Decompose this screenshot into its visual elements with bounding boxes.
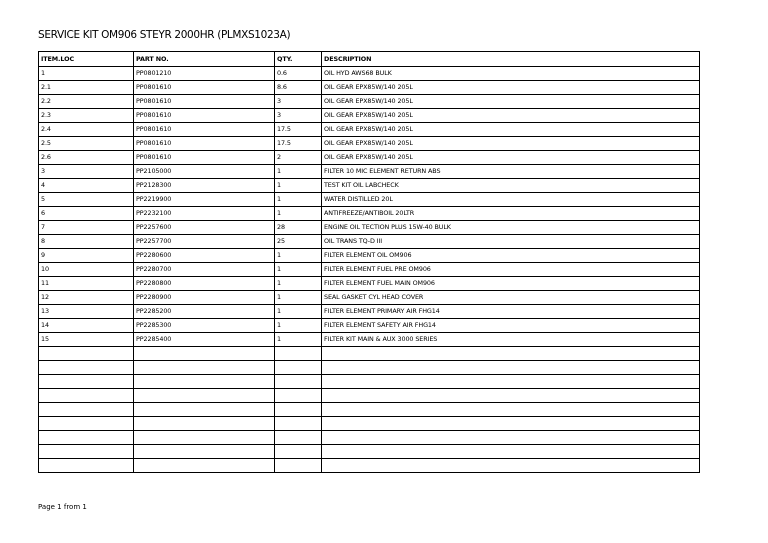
- service-kit-table: [38, 51, 700, 473]
- table-row: [39, 235, 700, 249]
- part-no-cell: PP2285300: [134, 319, 275, 333]
- description-cell: [322, 459, 700, 473]
- item-loc-cell: 4: [39, 179, 134, 193]
- table-row: [39, 179, 700, 193]
- part-no-cell: PP0801610: [134, 95, 275, 109]
- item-loc-cell: [39, 431, 134, 445]
- table-row: [39, 151, 700, 165]
- description-cell: [322, 431, 700, 445]
- description-cell: FILTER KIT MAIN & AUX 3000 SERIES: [322, 333, 700, 347]
- part-no-cell: PP0801610: [134, 109, 275, 123]
- item-loc-cell: 15: [39, 333, 134, 347]
- description-cell: OIL TRANS TQ-D III: [322, 235, 700, 249]
- qty-cell: 1: [275, 179, 322, 193]
- part-no-cell: PP0801210: [134, 67, 275, 81]
- part-no-cell: PP2285400: [134, 333, 275, 347]
- qty-cell: [275, 431, 322, 445]
- table-row: [39, 291, 700, 305]
- table-row: [39, 305, 700, 319]
- item-loc-cell: 3: [39, 165, 134, 179]
- table-row: [39, 109, 700, 123]
- description-cell: ANTIFREEZE/ANTIBOIL 20LTR: [322, 207, 700, 221]
- table-row: [39, 431, 700, 445]
- qty-cell: 1: [275, 277, 322, 291]
- description-cell: FILTER 10 MIC ELEMENT RETURN ABS: [322, 165, 700, 179]
- table-row: [39, 249, 700, 263]
- item-loc-cell: 11: [39, 277, 134, 291]
- part-no-cell: [134, 459, 275, 473]
- column-header-qty: QTY.: [275, 52, 322, 67]
- item-loc-cell: [39, 417, 134, 431]
- item-loc-cell: 7: [39, 221, 134, 235]
- table-row: [39, 459, 700, 473]
- part-no-cell: [134, 431, 275, 445]
- table-row: [39, 95, 700, 109]
- table-row: [39, 165, 700, 179]
- description-cell: WATER DISTILLED 20L: [322, 193, 700, 207]
- description-cell: FILTER ELEMENT PRIMARY AIR FHG14: [322, 305, 700, 319]
- table-row: [39, 123, 700, 137]
- qty-cell: 1: [275, 333, 322, 347]
- qty-cell: 1: [275, 305, 322, 319]
- qty-cell: 28: [275, 221, 322, 235]
- item-loc-cell: 2.3: [39, 109, 134, 123]
- qty-cell: [275, 375, 322, 389]
- table-row: [39, 221, 700, 235]
- table-header-row: [39, 52, 700, 67]
- description-cell: [322, 375, 700, 389]
- item-loc-cell: 2.2: [39, 95, 134, 109]
- part-no-cell: [134, 445, 275, 459]
- item-loc-cell: 2.4: [39, 123, 134, 137]
- column-header-part-no: PART NO.: [134, 52, 275, 67]
- description-cell: OIL GEAR EPX85W/140 205L: [322, 123, 700, 137]
- item-loc-cell: 5: [39, 193, 134, 207]
- part-no-cell: PP2257700: [134, 235, 275, 249]
- description-cell: OIL GEAR EPX85W/140 205L: [322, 151, 700, 165]
- item-loc-cell: [39, 403, 134, 417]
- table-row: [39, 81, 700, 95]
- description-cell: [322, 347, 700, 361]
- part-no-cell: [134, 347, 275, 361]
- part-no-cell: PP0801610: [134, 123, 275, 137]
- description-cell: [322, 389, 700, 403]
- part-no-cell: PP2280900: [134, 291, 275, 305]
- part-no-cell: [134, 417, 275, 431]
- description-cell: [322, 361, 700, 375]
- item-loc-cell: [39, 375, 134, 389]
- description-cell: OIL HYD AWS68 BULK: [322, 67, 700, 81]
- page-number: Page 1 from 1: [38, 503, 87, 511]
- part-no-cell: PP0801610: [134, 151, 275, 165]
- description-cell: SEAL GASKET CYL HEAD COVER: [322, 291, 700, 305]
- part-no-cell: PP2219900: [134, 193, 275, 207]
- part-no-cell: PP0801610: [134, 137, 275, 151]
- description-cell: [322, 417, 700, 431]
- part-no-cell: PP2128300: [134, 179, 275, 193]
- table-row: [39, 417, 700, 431]
- table-row: [39, 263, 700, 277]
- table-row: [39, 361, 700, 375]
- item-loc-cell: 1: [39, 67, 134, 81]
- table-row: [39, 207, 700, 221]
- table-row: [39, 403, 700, 417]
- qty-cell: [275, 417, 322, 431]
- description-cell: FILTER ELEMENT FUEL MAIN OM906: [322, 277, 700, 291]
- item-loc-cell: [39, 389, 134, 403]
- qty-cell: 3: [275, 95, 322, 109]
- description-cell: OIL GEAR EPX85W/140 205L: [322, 109, 700, 123]
- item-loc-cell: 10: [39, 263, 134, 277]
- item-loc-cell: 14: [39, 319, 134, 333]
- item-loc-cell: [39, 459, 134, 473]
- table-row: [39, 389, 700, 403]
- qty-cell: 3: [275, 109, 322, 123]
- part-no-cell: PP2257600: [134, 221, 275, 235]
- description-cell: OIL GEAR EPX85W/140 205L: [322, 95, 700, 109]
- part-no-cell: PP2105000: [134, 165, 275, 179]
- qty-cell: 1: [275, 193, 322, 207]
- qty-cell: 1: [275, 249, 322, 263]
- table-row: [39, 319, 700, 333]
- qty-cell: 1: [275, 263, 322, 277]
- table-body: [39, 67, 700, 473]
- qty-cell: [275, 445, 322, 459]
- qty-cell: 17.5: [275, 123, 322, 137]
- qty-cell: [275, 361, 322, 375]
- description-cell: FILTER ELEMENT SAFETY AIR FHG14: [322, 319, 700, 333]
- qty-cell: 8.6: [275, 81, 322, 95]
- table-row: [39, 445, 700, 459]
- qty-cell: [275, 403, 322, 417]
- description-cell: [322, 403, 700, 417]
- table-row: [39, 137, 700, 151]
- qty-cell: 25: [275, 235, 322, 249]
- part-no-cell: [134, 403, 275, 417]
- description-cell: TEST KIT OIL LABCHECK: [322, 179, 700, 193]
- part-no-cell: PP0801610: [134, 81, 275, 95]
- table-row: [39, 277, 700, 291]
- part-no-cell: PP2280800: [134, 277, 275, 291]
- qty-cell: [275, 459, 322, 473]
- qty-cell: 1: [275, 319, 322, 333]
- description-cell: FILTER ELEMENT OIL OM906: [322, 249, 700, 263]
- item-loc-cell: 13: [39, 305, 134, 319]
- part-no-cell: PP2280600: [134, 249, 275, 263]
- part-no-cell: [134, 361, 275, 375]
- item-loc-cell: 12: [39, 291, 134, 305]
- description-cell: FILTER ELEMENT FUEL PRE OM906: [322, 263, 700, 277]
- column-header-item-loc: ITEM.LOC: [39, 52, 134, 67]
- item-loc-cell: 2.5: [39, 137, 134, 151]
- item-loc-cell: 8: [39, 235, 134, 249]
- part-no-cell: [134, 389, 275, 403]
- table-row: [39, 347, 700, 361]
- part-no-cell: PP2232100: [134, 207, 275, 221]
- item-loc-cell: 2.1: [39, 81, 134, 95]
- qty-cell: 17.5: [275, 137, 322, 151]
- qty-cell: 2: [275, 151, 322, 165]
- item-loc-cell: [39, 445, 134, 459]
- part-no-cell: [134, 375, 275, 389]
- item-loc-cell: 9: [39, 249, 134, 263]
- item-loc-cell: 6: [39, 207, 134, 221]
- qty-cell: 0.6: [275, 67, 322, 81]
- table-row: [39, 375, 700, 389]
- qty-cell: 1: [275, 207, 322, 221]
- description-cell: ENGINE OIL TECTION PLUS 15W-40 BULK: [322, 221, 700, 235]
- table-row: [39, 333, 700, 347]
- qty-cell: 1: [275, 291, 322, 305]
- table-row: [39, 193, 700, 207]
- part-no-cell: PP2280700: [134, 263, 275, 277]
- column-header-description: DESCRIPTION: [322, 52, 700, 67]
- item-loc-cell: [39, 361, 134, 375]
- item-loc-cell: 2.6: [39, 151, 134, 165]
- document-title: SERVICE KIT OM906 STEYR 2000HR (PLMXS1023A): [38, 29, 291, 41]
- part-no-cell: PP2285200: [134, 305, 275, 319]
- qty-cell: [275, 347, 322, 361]
- table-row: [39, 67, 700, 81]
- description-cell: OIL GEAR EPX85W/140 205L: [322, 137, 700, 151]
- qty-cell: 1: [275, 165, 322, 179]
- item-loc-cell: [39, 347, 134, 361]
- description-cell: OIL GEAR EPX85W/140 205L: [322, 81, 700, 95]
- description-cell: [322, 445, 700, 459]
- qty-cell: [275, 389, 322, 403]
